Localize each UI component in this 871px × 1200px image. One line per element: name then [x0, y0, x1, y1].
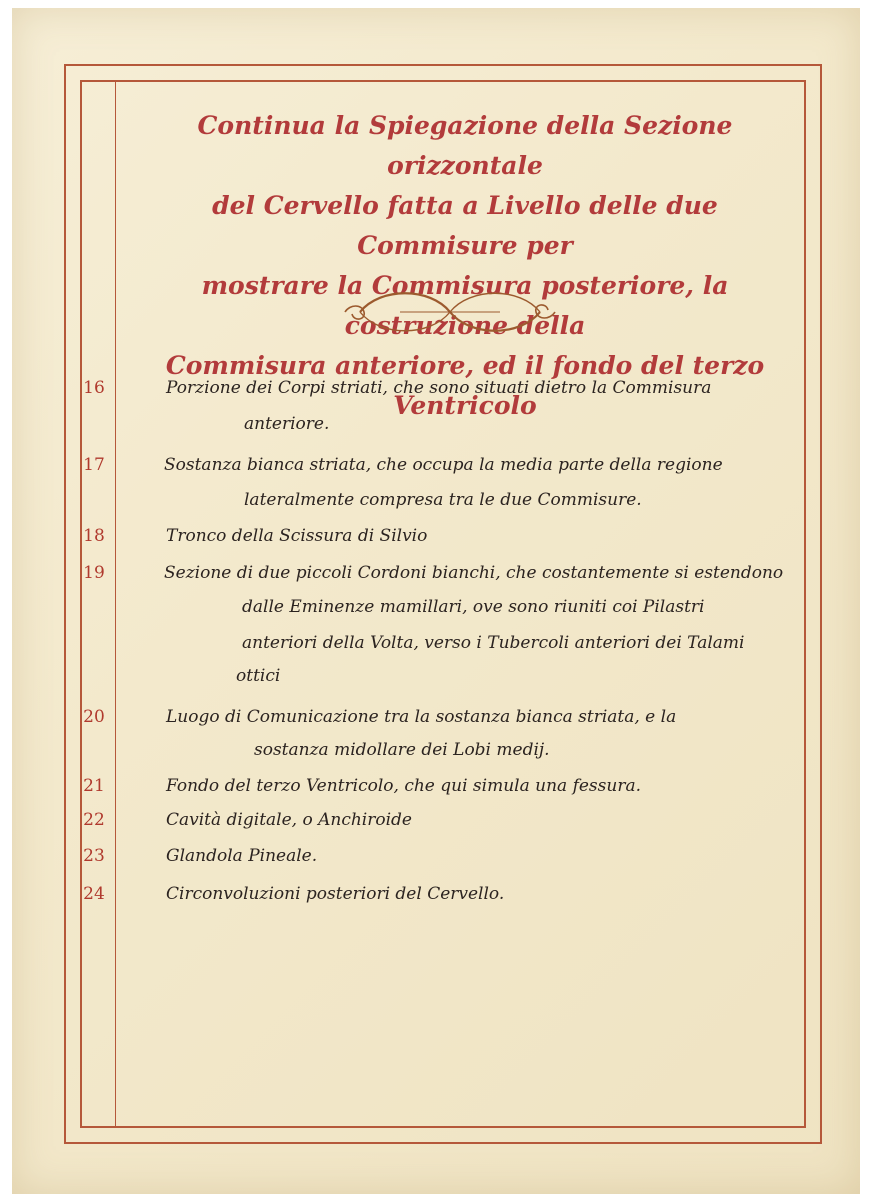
entry-number: 17: [83, 455, 105, 475]
entry-text-line: Sostanza bianca striata, che occupa la media parte della regione: [164, 455, 723, 475]
entry-number: 22: [83, 810, 105, 830]
entry-text-line: Cavità digitale, o Anchiroide: [166, 810, 412, 830]
entry-text-line: sostanza midollare dei Lobi medij.: [254, 740, 550, 760]
title-line-3: mostrare la Commisura posteriore, la costruzione della: [201, 271, 729, 340]
entry-number: 20: [83, 707, 105, 727]
title-line-1: Continua la Spiegazione della Sezione orizzontale: [197, 111, 733, 180]
entry-text-line: ottici: [236, 666, 281, 686]
entry-text-line: Porzione dei Corpi striati, che sono situati dietro la Commisura: [166, 378, 712, 398]
entry-text-line: anteriore.: [244, 414, 330, 434]
entry-text-line: Tronco della Scissura di Silvio: [166, 526, 428, 546]
entry-text-line: Glandola Pineale.: [166, 846, 318, 866]
entry-number: 21: [83, 776, 105, 796]
entry-number: 24: [83, 884, 105, 904]
entry-text-line: anteriori della Volta, verso i Tubercoli anteriori dei Talami: [242, 633, 745, 653]
entry-text-line: Sezione di due piccoli Cordoni bianchi, che costantemente si estendono: [164, 563, 784, 583]
calligraphic-flourish: [340, 282, 560, 342]
entry-number: 16: [83, 378, 105, 398]
entry-number: 19: [83, 563, 105, 583]
entry-text-line: lateralmente compresa tra le due Commisure.: [244, 490, 642, 510]
title-line-2: del Cervello fatta a Livello delle due Commisure per: [212, 191, 718, 260]
title-line-4: Commisura anteriore, ed il fondo del terzo Ventricolo: [165, 351, 765, 420]
entry-text-line: Fondo del terzo Ventricolo, che qui simula una fessura.: [166, 776, 641, 796]
entry-number: 23: [83, 846, 105, 866]
entry-text-line: dalle Eminenze mamillari, ove sono riuniti coi Pilastri: [242, 597, 705, 617]
entry-text-line: Luogo di Comunicazione tra la sostanza bianca striata, e la: [166, 707, 677, 727]
entry-text-line: Circonvoluzioni posteriori del Cervello.: [166, 884, 505, 904]
margin-rule: [115, 80, 116, 1128]
entry-number: 18: [83, 526, 105, 546]
